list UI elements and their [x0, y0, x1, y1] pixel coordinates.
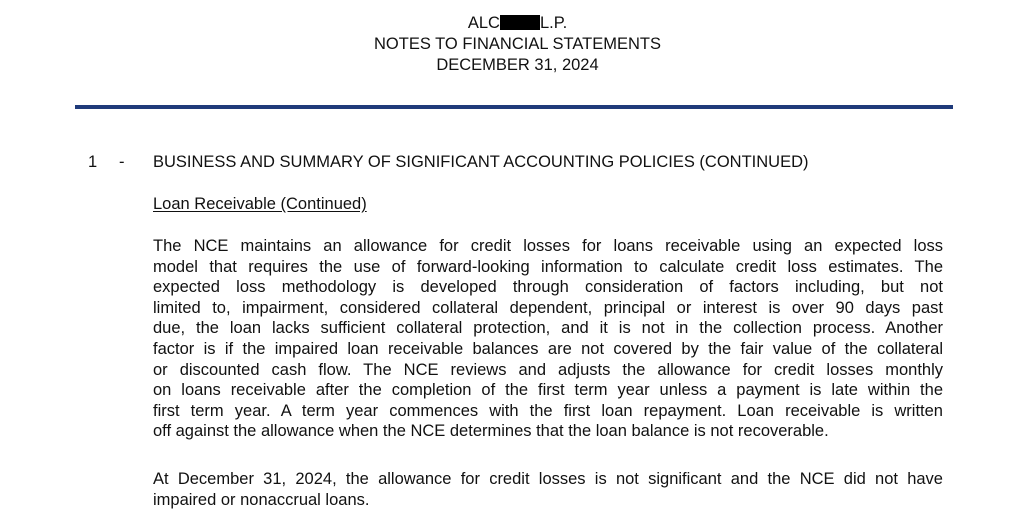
document-title: NOTES TO FINANCIAL STATEMENTS — [374, 35, 661, 53]
redaction-block — [500, 15, 540, 30]
paragraph-line: due, the loan lacks sufficient collateral protection, and it is not in the collection process. Another — [153, 319, 943, 338]
paragraph-line: off against the allowance when the NCE determines that the loan balance is not recoverable. — [153, 422, 829, 441]
paragraph-line: or discounted cash flow. The NCE reviews and adjusts the allowance for credit losses monthly — [153, 360, 943, 379]
section-number: 1 — [88, 153, 98, 171]
paragraph-line: factor is if the impaired loan receivable balances are not covered by the fair value of the collateral — [153, 339, 943, 358]
entity-name-prefix: ALC — [467, 14, 500, 32]
section-title: BUSINESS AND SUMMARY OF SIGNIFICANT ACCOUNTING POLICIES (CONTINUED) — [153, 153, 809, 171]
paragraph-line: first term year. A term year commences with the first loan repayment. Loan receivable is written — [153, 401, 943, 420]
entity-name — [0, 13, 1035, 34]
paragraph-line: limited to, impairment, considered collateral dependent, principal or interest is over 90 days past — [153, 298, 943, 317]
header-divider — [75, 105, 953, 109]
section-dash: - — [119, 153, 125, 171]
paragraph-line: The NCE maintains an allowance for credit losses for loans receivable using an expected loss — [153, 237, 943, 255]
paragraph-line: on loans receivable after the completion of the first term year unless a payment is late within the — [153, 381, 943, 400]
paragraph-line: At December 31, 2024, the allowance for credit losses is not significant and the NCE did not have — [153, 470, 943, 488]
document-header — [0, 13, 1035, 76]
paragraph-line: expected loss methodology is developed through consideration of factors including, but not — [153, 278, 943, 297]
statement-date: DECEMBER 31, 2024 — [436, 56, 599, 74]
paragraph-allowance-status — [153, 469, 943, 510]
paragraph-line: impaired or nonaccrual loans. — [153, 490, 370, 509]
entity-name-suffix: L.P. — [539, 14, 568, 32]
subsection-title: Loan Receivable (Continued) — [153, 195, 367, 213]
paragraph-allowance-policy — [153, 236, 943, 442]
paragraph-line: model that requires the use of forward-looking information to calculate credit loss estimates. The — [153, 257, 943, 276]
